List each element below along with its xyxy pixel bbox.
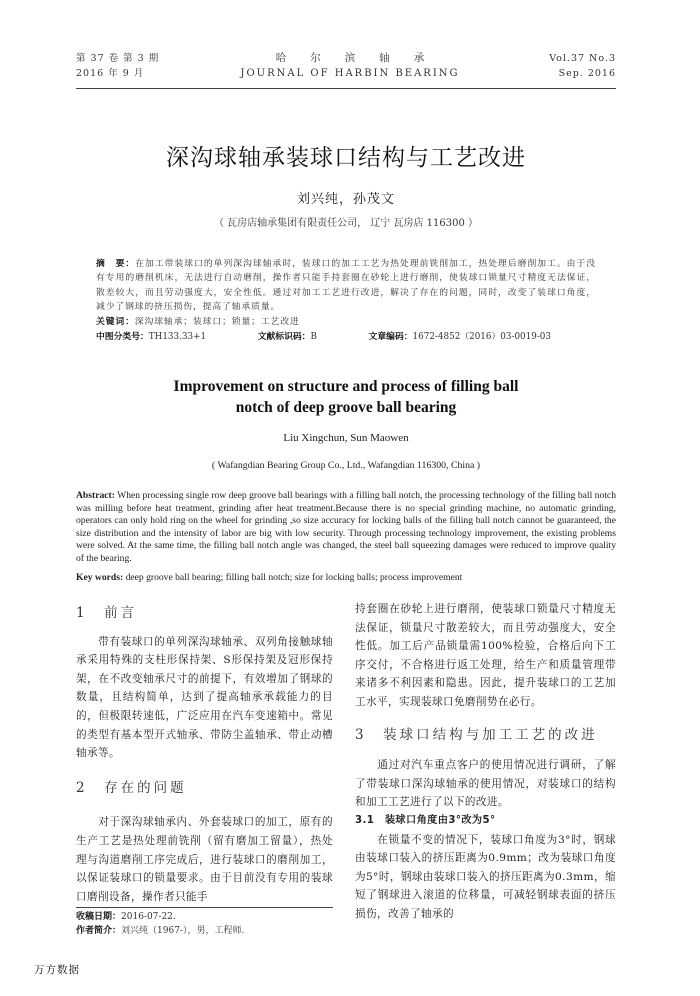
authors-en: Liu Xingchun, Sun Maowen [283,432,409,444]
journal-name-cn: 哈尔滨轴承 [275,52,449,64]
classification-row [96,330,551,344]
paper-title-en [76,376,616,418]
subsection-3-1-heading: 3.1 装球口角度由3°改为5° [355,814,496,826]
keywords-en-label: Key words: [76,572,124,583]
abstract-en [76,490,616,566]
section-3-heading: 3 装球口结构与加工工艺的改进 [355,726,598,743]
abstract-cn-text: 在加工带装球口的单列深沟球轴承时，装球口的加工工艺为热处理前铣削加工，热处理后磨削加工。由于没有专用的磨削机床，无法进行自动磨削，操作者只能手持套圈在砂轮上进行磨削，使装球口锁量尺寸精度无法保证，散差较大，而且劳动强度大，安全性低。通过对加工工艺进行改进，解决了存在的问题，同时，改变了装球口角度，减少了钢球的挤压损伤，提高了轴承质量。 [96,259,596,313]
clc-value: TH133.33+1 [148,332,207,342]
article-code-label: 文章编码： [368,332,413,342]
journal-name-en: JOURNAL OF HARBIN BEARING [240,68,460,79]
abstract-en-label: Abstract: [76,490,115,501]
left-column [76,604,333,906]
volume-issue-en: Vol.37 No.3 [549,53,616,64]
journal-volume-info [76,51,159,81]
wanfang-watermark: 万方数据 [34,964,80,976]
author-bio: 刘兴纯（1967-），男，工程师. [121,925,245,936]
keywords-en: deep groove ball bearing; filling ball notch; size for locking balls; process improvement [123,572,463,583]
section-1-paragraph: 带有装球口的单列深沟球轴承、双列角接触球轴承采用特殊的支柱形保持架、S形保持架及冠形保持架，在不改变轴承尺寸的前提下，有效增加了钢球的数量，且结构简单，达到了提高轴承承载能力的目的，但极限转速低，广泛应用在汽车变速箱中。常见的类型有基本型开式轴承、带防尘盖轴承、带止动槽轴承等。 [76,635,333,760]
paper-title-en-line1: Improvement on structure and process of filling ball [173,378,519,395]
doc-code-value: B [310,332,317,342]
affiliation-en: ( Wafangdian Bearing Group Co., Ltd., Wafangdian 116300, China ) [211,460,481,471]
section-2-paragraph: 对于深沟球轴承内、外套装球口的加工，原有的生产工艺是热处理前铣削（留有磨加工留量），热处理与沟道磨削工序完成后，进行装球口的磨削加工，以保证装球口的锁量要求。由于目前没有专用的装球口磨削设备，操作者只能手 [76,816,333,903]
volume-issue: 第 37 卷 第 3 期 [76,53,160,64]
right-column [355,600,616,924]
author-bio-label: 作者简介： [76,925,122,936]
keywords-cn: 深沟球轴承；装球口；锁量；工艺改进 [134,316,300,327]
journal-name [200,50,500,82]
abstract-en-text: When processing single row deep groove ball bearings with a filling ball notch, the processing technology of the filling ball notch was milling before heat treatment, grinding after heat treatment.Because there is no special grinding machine, no automatic grinding, operators can only hold ring on the wheel for grinding ,so size accuracy for locking balls of the filling ball notch cannot be guaranteed, the size distribution and the intensity of labor are big with low security. Through processing technology improvement, the existing problems were solved. At the same time, the filling ball notch angle was changed, the steel ball squeezing damages were reduced to improve quality of the bearing. [76,490,616,564]
clc-label: 中图分类号： [96,332,149,342]
keywords-en-row [76,572,616,585]
header-divider [76,88,616,89]
journal-volume-info-en [549,51,616,81]
article-code-value: 1672-4852（2016）03-0019-03 [412,332,551,342]
paper-title-en-line2: notch of deep groove ball bearing [235,399,457,416]
publication-date-en: Sep. 2016 [558,68,616,79]
doc-code-label: 文献标识码： [257,332,311,342]
paper-title-cn: 深沟球轴承装球口结构与工艺改进 [166,145,526,171]
subsection-3-1-paragraph: 在锁量不变的情况下，装球口角度为3°时，钢球由装球口装入的挤压距离为0.9mm；改为装球口角度为5°时，钢球由装球口装入的挤压距离为0.3mm，缩短了钢球进入滚道的位移量，可减轻钢球表面的挤压损伤，改善了轴承的 [355,833,616,920]
footnote [76,911,244,938]
keywords-cn-label: 关键词： [96,316,135,327]
abstract-cn-label: 摘 要： [96,259,136,269]
received-date-label: 收稿日期： [76,912,122,922]
authors-cn: 刘兴纯，孙茂文 [296,192,395,207]
abstract-cn [96,257,596,329]
section-3-paragraph: 通过对汽车重点客户的使用情况进行调研，了解了带装球口深沟球轴承的使用情况，对装球口的结构和加工工艺进行了以下的改进。 [355,759,616,809]
affiliation-cn: （ 瓦房店轴承集团有限责任公司， 辽宁 瓦房店 116300 ） [213,218,479,229]
section-1-heading: 1 前言 [76,605,138,621]
continued-paragraph: 持套圈在砂轮上进行磨削，使装球口锁量尺寸精度无法保证，锁量尺寸散差较大，而且劳动强度大，安全性低。加工后产品锁量需100%检验，合格后向下工序交付，不合格进行返工处理，给生产和质量管理带来诸多不利因素和隐患。因此，提升装球口的工艺加工水平，实现装球口免磨削势在必行。 [355,603,616,708]
section-2-heading: 2 存在的问题 [76,779,187,796]
received-date: 2016-07-22. [121,912,176,922]
footnote-divider [76,907,333,908]
publication-date: 2016 年 9 月 [76,68,145,79]
